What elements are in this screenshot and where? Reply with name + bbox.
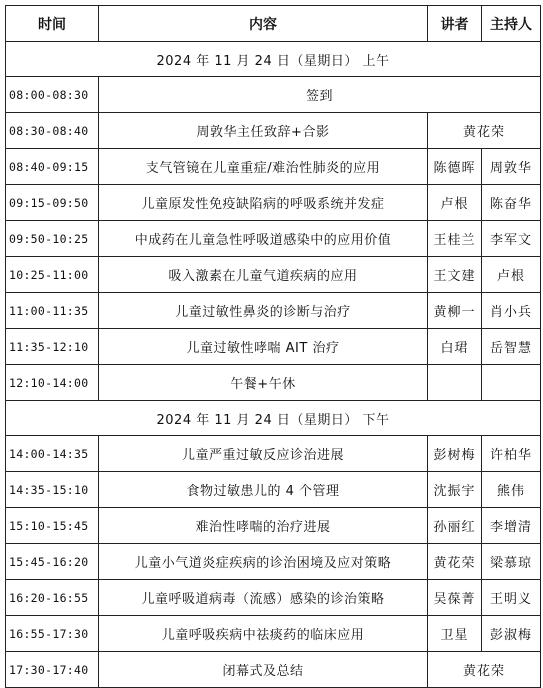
- session-time: 10:25-11:00: [6, 257, 99, 293]
- day-row-morning: [6, 42, 541, 77]
- session-row: [6, 580, 541, 616]
- session-speaker-empty: [428, 365, 482, 401]
- session-content: 支气管镜在儿童重症/难治性肺炎的应用: [99, 149, 428, 185]
- session-host: 李增清: [482, 508, 541, 544]
- session-row: [6, 293, 541, 329]
- session-speaker: 卫星: [428, 616, 482, 652]
- session-content: 儿童呼吸疾病中祛痰药的临床应用: [99, 616, 428, 652]
- header-speaker: 讲者: [428, 6, 482, 42]
- session-time: 09:50-10:25: [6, 221, 99, 257]
- session-person: 黄花荣: [428, 652, 541, 688]
- session-time: 08:30-08:40: [6, 113, 99, 149]
- session-row: [6, 113, 541, 149]
- session-content: 儿童过敏性鼻炎的诊断与治疗: [99, 293, 428, 329]
- session-time: 09:15-09:50: [6, 185, 99, 221]
- session-row: [6, 257, 541, 293]
- session-speaker: 陈德晖: [428, 149, 482, 185]
- session-row: [6, 77, 541, 113]
- session-speaker: 王文建: [428, 257, 482, 293]
- session-time: 12:10-14:00: [6, 365, 99, 401]
- session-speaker: 黄柳一: [428, 293, 482, 329]
- session-content: 闭幕式及总结: [99, 652, 428, 688]
- session-content: 午餐+午休: [99, 365, 428, 401]
- session-host: 王明义: [482, 580, 541, 616]
- schedule-table: [5, 5, 541, 688]
- session-host: 梁慕琼: [482, 544, 541, 580]
- session-host: 肖小兵: [482, 293, 541, 329]
- header-time: 时间: [6, 6, 99, 42]
- session-row: [6, 436, 541, 472]
- session-content: 儿童严重过敏反应诊治进展: [99, 436, 428, 472]
- session-time: 16:55-17:30: [6, 616, 99, 652]
- session-host: 熊伟: [482, 472, 541, 508]
- header-row: [6, 6, 541, 42]
- session-host: 周敦华: [482, 149, 541, 185]
- session-content: 儿童过敏性哮喘 AIT 治疗: [99, 329, 428, 365]
- session-content: 儿童小气道炎症疾病的诊治困境及应对策略: [99, 544, 428, 580]
- session-time: 16:20-16:55: [6, 580, 99, 616]
- session-row: [6, 544, 541, 580]
- session-host: 许柏华: [482, 436, 541, 472]
- header-content: 内容: [99, 6, 428, 42]
- session-row: [6, 652, 541, 688]
- session-time: 14:35-15:10: [6, 472, 99, 508]
- session-time: 11:35-12:10: [6, 329, 99, 365]
- session-content: 难治性哮喘的治疗进展: [99, 508, 428, 544]
- day-row-afternoon: [6, 401, 541, 436]
- session-speaker: 王桂兰: [428, 221, 482, 257]
- afternoon-label: 2024 年 11 月 24 日（星期日） 下午: [6, 401, 541, 436]
- session-content: 周敦华主任致辞+合影: [99, 113, 428, 149]
- session-time: 17:30-17:40: [6, 652, 99, 688]
- session-host: 陈奋华: [482, 185, 541, 221]
- session-person: 黄花荣: [428, 113, 541, 149]
- session-content: 儿童呼吸道病毒（流感）感染的诊治策略: [99, 580, 428, 616]
- session-row: [6, 472, 541, 508]
- session-speaker: 白珺: [428, 329, 482, 365]
- session-speaker: 卢根: [428, 185, 482, 221]
- session-row: [6, 508, 541, 544]
- session-time: 11:00-11:35: [6, 293, 99, 329]
- session-time: 14:00-14:35: [6, 436, 99, 472]
- session-time: 08:00-08:30: [6, 77, 99, 113]
- session-content: 食物过敏患儿的 4 个管理: [99, 472, 428, 508]
- session-row: [6, 149, 541, 185]
- session-host-empty: [482, 365, 541, 401]
- session-speaker: 沈振宇: [428, 472, 482, 508]
- session-host: 彭淑梅: [482, 616, 541, 652]
- morning-label: 2024 年 11 月 24 日（星期日） 上午: [6, 42, 541, 77]
- session-row: [6, 221, 541, 257]
- header-host: 主持人: [482, 6, 541, 42]
- session-time: 15:45-16:20: [6, 544, 99, 580]
- session-speaker: 彭树梅: [428, 436, 482, 472]
- session-host: 李军文: [482, 221, 541, 257]
- session-speaker: 黄花荣: [428, 544, 482, 580]
- session-content: 吸入激素在儿童气道疾病的应用: [99, 257, 428, 293]
- session-content: 中成药在儿童急性呼吸道感染中的应用价值: [99, 221, 428, 257]
- session-row: [6, 365, 541, 401]
- session-host: 卢根: [482, 257, 541, 293]
- session-speaker: 吴葆菁: [428, 580, 482, 616]
- session-content: 儿童原发性免疫缺陷病的呼吸系统并发症: [99, 185, 428, 221]
- session-time: 08:40-09:15: [6, 149, 99, 185]
- session-content: 签到: [99, 77, 541, 113]
- session-host: 岳智慧: [482, 329, 541, 365]
- session-row: [6, 329, 541, 365]
- session-row: [6, 185, 541, 221]
- session-time: 15:10-15:45: [6, 508, 99, 544]
- session-speaker: 孙丽红: [428, 508, 482, 544]
- session-row: [6, 616, 541, 652]
